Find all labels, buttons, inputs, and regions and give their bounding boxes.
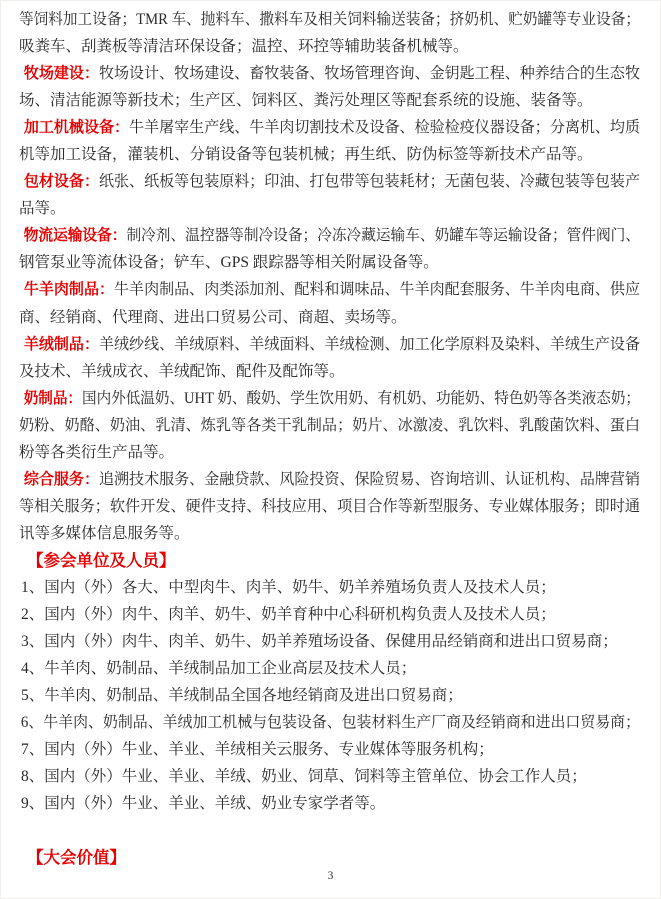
line-text: 3、国内（外）肉牛、肉羊、奶牛、奶羊养殖场设备、保健用品经销商和进出口贸易商； <box>21 633 618 651</box>
list-item <box>19 655 639 682</box>
line-text: 等饲料加工设备；TMR 车、抛料车、撒料车及相关饲料输送装备；挤奶机、贮奶罐等专业设备； <box>19 11 640 28</box>
text-line <box>19 493 639 520</box>
line-text: 4、牛羊肉、奶制品、羊绒制品加工企业高层及技术人员； <box>21 660 417 678</box>
text-line <box>19 439 639 466</box>
text-line <box>19 60 639 87</box>
line-text: 5、牛羊肉、奶制品、羊绒制品全国各地经销商及进出口贸易商； <box>21 687 463 705</box>
section-label: 羊绒制品： <box>23 335 99 353</box>
line-text: 羊绒纱线、羊绒原料、羊绒面料、羊绒检测、加工化学原料及染料、羊绒生产设备 <box>98 335 641 353</box>
line-text: 纸张、纸板等包装原料；印油、打包带等包装耗材；无菌包装、冷藏包装等包装产 <box>98 173 641 191</box>
line-text: 牛羊肉制品、肉类添加剂、配料和调味品、牛羊肉配套服务、牛羊肉电商、供应 <box>114 281 640 299</box>
text-line <box>19 33 639 60</box>
line-text: 牧场设计、牧场建设、畜牧装备、牧场管理咨询、金钥匙工程、种养结合的生态牧 <box>98 65 641 83</box>
list-item <box>19 790 639 817</box>
text-line <box>19 331 639 358</box>
line-text: 钢管泵业等流体设备；铲车、GPS 跟踪器等相关附属设备等。 <box>19 254 439 272</box>
text-line <box>19 304 639 331</box>
line-text: 国内外低温奶、UHT 奶、酸奶、学生饮用奶、有机奶、功能奶、特色奶等各类液态奶； <box>82 389 640 407</box>
list-item <box>19 709 639 736</box>
line-text: 奶粉、奶酪、奶油、乳清、炼乳等各类干乳制品；奶片、冰激凌、乳饮料、乳酸菌饮料、蛋白 <box>19 416 640 434</box>
section-label: 奶制品： <box>23 389 83 407</box>
text-line <box>19 87 639 114</box>
line-text: 6、牛羊肉、奶制品、羊绒加工机械与包装设备、包装材料生产厂商及经销商和进出口贸易商； <box>20 714 640 732</box>
list-item <box>19 763 639 790</box>
line-text: 制冷剂、温控器等制冷设备；冷冻冷藏运输车、奶罐车等运输设备；管件阀门、 <box>126 227 640 245</box>
text-line <box>19 141 639 168</box>
section-heading <box>19 844 639 871</box>
section-heading <box>19 547 639 574</box>
heading-text: 【大会价值】 <box>27 848 126 868</box>
line-text: 吸粪车、刮粪板等清洁环保设备；温控、环控等辅助装备机械等。 <box>19 38 469 56</box>
section-label: 综合服务： <box>23 470 99 488</box>
line-text: 等相关服务；软件开发、硬件支持、科技应用、项目合作等新型服务、专业媒体服务；即时通 <box>19 497 640 515</box>
text-line <box>19 466 639 493</box>
list-item <box>19 574 639 601</box>
line-text: 讯等多媒体信息服务等。 <box>19 524 190 542</box>
text-line <box>19 168 639 195</box>
line-text: 牛羊屠宰生产线、牛羊肉切割技术及设备、检验检疫仪器设备；分离机、均质 <box>129 119 641 137</box>
section-label: 加工机械设备： <box>23 119 130 137</box>
line-text: 商、经销商、代理商、进出口贸易公司、商超、卖场等。 <box>19 308 407 326</box>
text-line <box>19 114 639 141</box>
text-line <box>19 195 639 222</box>
section-label: 牧场建设： <box>23 65 99 83</box>
line-text: 场、清洁能源等新技术；生产区、饲料区、粪污处理区等配套系统的设施、装备等。 <box>19 92 593 110</box>
text-line <box>19 412 639 439</box>
text-line <box>19 249 639 276</box>
page-number: 3 <box>327 870 334 882</box>
line-text: 粉等各类衍生产品等。 <box>19 443 175 461</box>
line-text: 1、国内（外）各大、中型肉牛、肉羊、奶牛、奶羊养殖场负责人及技术人员； <box>21 578 556 596</box>
section-label: 牛羊肉制品： <box>23 281 115 299</box>
text-line <box>19 6 639 33</box>
section-label: 物流运输设备： <box>23 227 127 245</box>
line-text: 7、国内（外）牛业、羊业、羊绒相关云服务、专业媒体等服务机构； <box>21 741 494 759</box>
list-item <box>19 736 639 763</box>
line-text: 及技术、羊绒成衣、羊绒配饰、配件及配饰等。 <box>19 362 345 380</box>
blank-line <box>19 817 639 844</box>
line-text: 机等加工设备，灌装机、分销设备等包装机械；再生纸、防伪标签等新技术产品等。 <box>19 146 593 164</box>
line-text: 2、国内（外）肉牛、肉羊、奶牛、奶羊育种中心科研机构负责人及技术人员； <box>21 606 556 624</box>
text-line <box>19 276 639 303</box>
page-body <box>19 6 639 872</box>
section-label: 包材设备： <box>23 173 99 191</box>
list-item <box>19 601 639 628</box>
line-text: 追溯技术服务、金融贷款、风险投资、保险贸易、咨询培训、认证机构、品牌营销 <box>98 470 641 488</box>
line-text: 9、国内（外）牛业、羊业、羊绒、奶业专家学者等。 <box>21 795 386 813</box>
text-line <box>19 520 639 547</box>
heading-text: 【参会单位及人员】 <box>27 550 176 570</box>
list-item <box>19 628 639 655</box>
text-line <box>19 358 639 385</box>
line-text: 8、国内（外）牛业、羊业、羊绒、奶业、饲草、饲料等主管单位、协会工作人员； <box>21 768 587 786</box>
text-line <box>19 222 639 249</box>
list-item <box>19 682 639 709</box>
text-line <box>19 385 639 412</box>
line-text: 品等。 <box>19 200 66 218</box>
